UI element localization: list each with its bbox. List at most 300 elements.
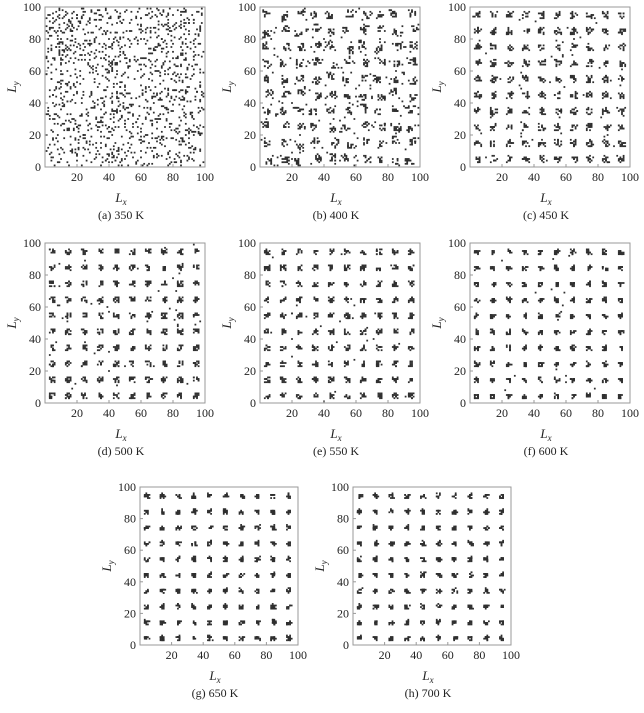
site-marker (476, 110, 478, 112)
site-marker (267, 110, 269, 112)
site-marker (602, 112, 604, 114)
site-marker (71, 40, 73, 42)
site-marker (67, 378, 69, 380)
site-marker (317, 137, 319, 139)
site-marker (190, 113, 192, 115)
site-marker (164, 145, 166, 147)
site-marker (352, 46, 354, 48)
site-marker (299, 89, 301, 91)
site-marker (166, 377, 168, 379)
site-marker (71, 118, 73, 120)
site-marker (298, 13, 300, 15)
site-marker (397, 163, 399, 165)
site-marker (183, 141, 185, 143)
site-marker (522, 112, 524, 114)
site-marker (394, 88, 396, 90)
site-marker (376, 49, 378, 51)
site-marker (151, 53, 153, 55)
site-marker (381, 45, 383, 47)
site-marker (288, 126, 290, 128)
site-marker (320, 157, 322, 159)
site-marker (68, 377, 70, 379)
site-marker (326, 11, 328, 13)
x-tick-label: 60 (350, 170, 362, 184)
site-marker (78, 128, 80, 130)
site-marker (47, 51, 49, 53)
site-marker (573, 113, 575, 115)
site-marker (522, 142, 524, 144)
site-marker (554, 139, 556, 141)
site-marker (349, 56, 351, 58)
site-marker (328, 75, 330, 77)
site-marker (79, 83, 81, 85)
site-marker (148, 330, 150, 332)
site-marker (283, 86, 285, 88)
site-marker (49, 313, 51, 315)
site-marker (282, 61, 284, 63)
site-marker (301, 33, 303, 35)
site-marker (543, 13, 545, 15)
site-marker (623, 109, 625, 111)
site-marker (266, 161, 268, 163)
site-marker (522, 75, 524, 77)
site-marker (296, 33, 298, 35)
site-marker (334, 93, 336, 95)
site-marker (527, 65, 529, 67)
site-marker (334, 145, 336, 147)
site-marker (196, 329, 198, 331)
site-marker (330, 153, 332, 155)
site-marker (621, 62, 623, 64)
site-marker (86, 113, 88, 115)
site-marker (99, 349, 101, 351)
site-marker (145, 32, 147, 34)
site-marker (315, 13, 317, 15)
site-marker (334, 128, 336, 130)
site-marker (111, 70, 113, 72)
site-marker (525, 61, 527, 63)
site-marker (379, 25, 381, 27)
site-marker (180, 144, 182, 146)
site-marker (511, 142, 513, 144)
site-marker (543, 64, 545, 66)
site-marker (76, 77, 78, 79)
site-marker (525, 48, 527, 50)
site-marker (294, 141, 296, 143)
site-marker (480, 94, 482, 96)
site-marker (132, 397, 134, 399)
site-marker (118, 17, 120, 19)
site-marker (384, 97, 386, 99)
site-marker (522, 144, 524, 146)
site-marker (365, 104, 367, 106)
site-marker (605, 65, 607, 67)
site-marker (116, 378, 118, 380)
site-marker (140, 128, 142, 130)
site-marker (89, 19, 91, 21)
site-marker (570, 142, 572, 144)
site-marker (81, 378, 83, 380)
site-marker (341, 155, 343, 157)
site-marker (84, 11, 86, 13)
site-marker (588, 62, 590, 64)
site-marker (610, 97, 612, 99)
site-marker (51, 378, 53, 380)
site-marker (116, 40, 118, 42)
site-marker (195, 99, 197, 101)
site-marker (333, 94, 335, 96)
site-marker (344, 27, 346, 29)
site-marker (395, 136, 397, 138)
site-marker (320, 43, 322, 45)
site-marker (509, 142, 511, 144)
site-marker (559, 110, 561, 112)
site-marker (102, 317, 104, 319)
site-marker (572, 75, 574, 77)
site-marker (52, 118, 54, 120)
site-marker (298, 163, 300, 165)
site-marker (119, 16, 121, 18)
site-marker (511, 128, 513, 130)
site-marker (384, 62, 386, 64)
site-marker (185, 9, 187, 11)
site-marker (479, 62, 481, 64)
site-marker (604, 48, 606, 50)
site-marker (608, 126, 610, 128)
site-marker (604, 161, 606, 163)
site-marker (147, 107, 149, 109)
site-marker (163, 381, 165, 383)
site-marker (166, 118, 168, 120)
site-marker (408, 107, 410, 109)
site-marker (575, 91, 577, 93)
site-marker (490, 65, 492, 67)
site-marker (174, 158, 176, 160)
site-marker (301, 125, 303, 127)
site-marker (575, 80, 577, 82)
site-marker (381, 49, 383, 51)
site-marker (135, 97, 137, 99)
site-marker (115, 126, 117, 128)
site-marker (78, 142, 80, 144)
site-marker (201, 107, 203, 109)
site-marker (474, 142, 476, 144)
site-marker (118, 165, 120, 167)
site-marker (95, 56, 97, 58)
site-marker (477, 29, 479, 31)
site-marker (123, 53, 125, 55)
site-marker (148, 163, 150, 165)
site-marker (607, 161, 609, 163)
site-marker (182, 137, 184, 139)
site-marker (317, 158, 319, 160)
site-marker (164, 333, 166, 335)
site-marker (180, 396, 182, 398)
site-marker (49, 153, 51, 155)
site-marker (394, 64, 396, 66)
site-marker (572, 94, 574, 96)
site-marker (395, 77, 397, 79)
site-marker (196, 126, 198, 128)
site-marker (65, 91, 67, 93)
site-marker (182, 330, 184, 332)
site-marker (349, 46, 351, 48)
site-marker (191, 131, 193, 133)
site-marker (171, 46, 173, 48)
site-marker (479, 11, 481, 13)
site-marker (135, 17, 137, 19)
site-marker (163, 136, 165, 138)
site-marker (540, 109, 542, 111)
site-marker (52, 17, 54, 19)
site-marker (179, 144, 181, 146)
site-marker (177, 396, 179, 398)
site-marker (94, 53, 96, 55)
site-marker (142, 93, 144, 95)
site-marker (52, 27, 54, 29)
site-marker (264, 33, 266, 35)
site-marker (358, 46, 360, 48)
site-marker (506, 145, 508, 147)
site-marker (193, 40, 195, 42)
site-marker (604, 77, 606, 79)
site-marker (378, 80, 380, 82)
site-marker (166, 333, 168, 335)
site-marker (479, 45, 481, 47)
site-marker (414, 43, 416, 45)
site-marker (188, 137, 190, 139)
site-marker (331, 16, 333, 18)
site-marker (325, 46, 327, 48)
site-marker (315, 57, 317, 59)
site-marker (492, 115, 494, 117)
site-marker (199, 125, 201, 127)
site-marker (317, 153, 319, 155)
y-tick-label: 80 (29, 32, 41, 46)
site-marker (591, 93, 593, 95)
site-marker (143, 136, 145, 138)
site-marker (379, 41, 381, 43)
site-marker (556, 112, 558, 114)
site-marker (338, 67, 340, 69)
site-marker (148, 332, 150, 334)
site-marker (381, 129, 383, 131)
site-marker (156, 8, 158, 10)
site-marker (71, 150, 73, 152)
site-marker (363, 43, 365, 45)
site-marker (310, 14, 312, 16)
site-marker (479, 97, 481, 99)
site-marker (148, 314, 150, 316)
site-marker (87, 64, 89, 66)
site-marker (302, 46, 304, 48)
site-marker (591, 112, 593, 114)
site-marker (320, 96, 322, 98)
site-marker (129, 378, 131, 380)
site-marker (179, 314, 181, 316)
site-marker (65, 362, 67, 364)
site-marker (182, 49, 184, 51)
site-marker (298, 35, 300, 37)
site-marker (363, 139, 365, 141)
site-marker (589, 125, 591, 127)
site-marker (164, 126, 166, 128)
site-marker (572, 157, 574, 159)
site-marker (73, 27, 75, 29)
site-marker (476, 157, 478, 159)
site-marker (76, 46, 78, 48)
site-marker (310, 112, 312, 114)
site-marker (371, 97, 373, 99)
site-marker (588, 80, 590, 82)
site-marker (89, 40, 91, 42)
site-marker (182, 333, 184, 335)
site-marker (129, 61, 131, 63)
site-marker (394, 65, 396, 67)
site-marker (283, 96, 285, 98)
y-tick-label: 60 (244, 64, 256, 78)
site-marker (477, 128, 479, 130)
site-marker (509, 110, 511, 112)
site-marker (116, 348, 118, 350)
site-marker (118, 330, 120, 332)
site-marker (620, 45, 622, 47)
site-marker (573, 46, 575, 48)
site-marker (357, 137, 359, 139)
site-marker (185, 22, 187, 24)
site-marker (476, 158, 478, 160)
site-marker (51, 160, 53, 162)
site-marker (368, 129, 370, 131)
site-marker (158, 21, 160, 23)
site-marker (198, 332, 200, 334)
site-marker (81, 329, 83, 331)
site-marker (267, 94, 269, 96)
site-marker (570, 112, 572, 114)
site-marker (349, 97, 351, 99)
site-marker (621, 77, 623, 79)
site-marker (346, 109, 348, 111)
site-marker (476, 112, 478, 114)
lattice-sites (261, 8, 420, 167)
site-marker (390, 89, 392, 91)
site-marker (476, 126, 478, 128)
site-marker (134, 348, 136, 350)
site-marker (604, 110, 606, 112)
site-marker (588, 123, 590, 125)
site-marker (99, 346, 101, 348)
site-marker (156, 118, 158, 120)
site-marker (201, 22, 203, 24)
site-marker (524, 78, 526, 80)
site-marker (124, 85, 126, 87)
site-marker (493, 29, 495, 31)
site-marker (363, 24, 365, 26)
site-marker (115, 348, 117, 350)
site-marker (198, 348, 200, 350)
y-tick-label: 20 (244, 128, 256, 142)
site-marker (309, 62, 311, 64)
site-marker (264, 112, 266, 114)
site-marker (524, 30, 526, 32)
site-marker (185, 93, 187, 95)
site-marker (145, 117, 147, 119)
site-marker (573, 125, 575, 127)
site-marker (376, 109, 378, 111)
site-marker (105, 89, 107, 91)
site-marker (174, 37, 176, 39)
site-marker (543, 32, 545, 34)
x-tick-label: 100 (621, 170, 639, 184)
site-marker (299, 110, 301, 112)
site-marker (575, 107, 577, 109)
site-marker (195, 364, 197, 366)
site-marker (378, 157, 380, 159)
site-marker (195, 349, 197, 351)
site-marker (83, 316, 85, 318)
site-marker (54, 316, 56, 318)
site-marker (541, 91, 543, 93)
site-marker (331, 67, 333, 69)
site-marker (198, 107, 200, 109)
site-marker (175, 96, 177, 98)
site-marker (174, 80, 176, 82)
site-marker (110, 62, 112, 64)
site-marker (171, 78, 173, 80)
site-marker (493, 81, 495, 83)
site-marker (164, 61, 166, 63)
site-marker (264, 35, 266, 37)
site-marker (381, 27, 383, 29)
site-marker (605, 91, 607, 93)
site-marker (493, 129, 495, 131)
site-marker (188, 33, 190, 35)
site-marker (195, 313, 197, 315)
site-marker (164, 107, 166, 109)
site-marker (132, 136, 134, 138)
site-marker (339, 131, 341, 133)
site-marker (540, 49, 542, 51)
site-marker (511, 16, 513, 18)
site-marker (474, 144, 476, 146)
site-marker (195, 46, 197, 48)
site-marker (172, 51, 174, 53)
site-marker (511, 112, 513, 114)
site-marker (543, 155, 545, 157)
site-marker (347, 94, 349, 96)
site-marker (414, 62, 416, 64)
site-marker (100, 27, 102, 29)
site-marker (161, 155, 163, 157)
site-marker (540, 30, 542, 32)
site-marker (81, 54, 83, 56)
site-marker (272, 91, 274, 93)
site-marker (381, 46, 383, 48)
site-marker (73, 129, 75, 131)
site-marker (556, 109, 558, 111)
site-marker (410, 83, 412, 85)
site-marker (586, 13, 588, 15)
site-marker (84, 333, 86, 335)
site-marker (113, 83, 115, 85)
site-marker (145, 86, 147, 88)
x-tick-label: 100 (196, 170, 214, 184)
site-marker (193, 348, 195, 350)
site-marker (371, 96, 373, 98)
site-marker (524, 77, 526, 79)
site-marker (299, 13, 301, 15)
site-marker (71, 25, 73, 27)
